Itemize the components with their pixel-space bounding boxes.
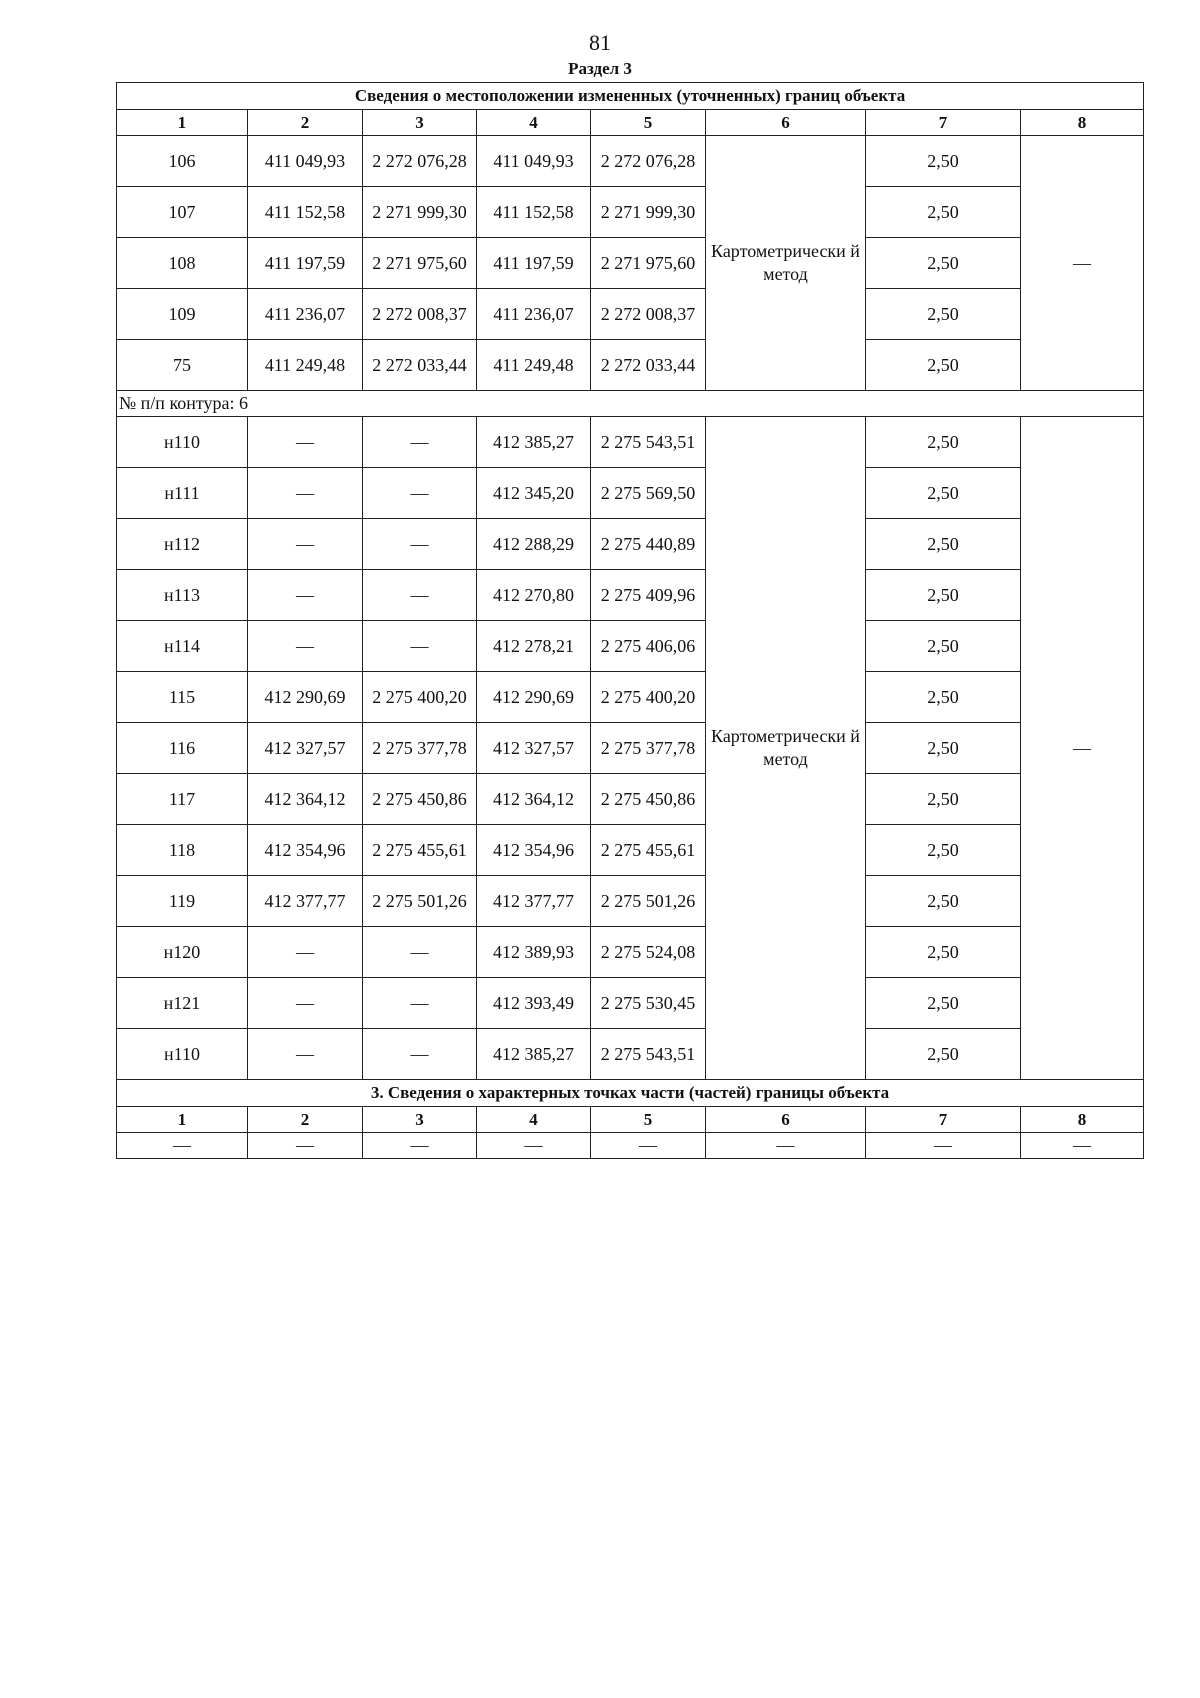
method-cell: Картометрически й метод	[706, 417, 866, 1080]
coord-cell: 2 275 450,86	[363, 774, 477, 825]
coord-cell: 2 275 569,50	[591, 468, 706, 519]
column-number: 5	[591, 1107, 706, 1133]
coord-cell: 411 236,07	[477, 289, 591, 340]
coord-cell: 2 275 455,61	[363, 825, 477, 876]
accuracy-cell: 2,50	[866, 519, 1021, 570]
column-number: 1	[117, 110, 248, 136]
coord-cell: 411 049,93	[248, 136, 363, 187]
accuracy-cell: 2,50	[866, 978, 1021, 1029]
column-number: 2	[248, 110, 363, 136]
point-number-cell: н111	[117, 468, 248, 519]
dash-cell: —	[363, 1133, 477, 1159]
accuracy-cell: 2,50	[866, 289, 1021, 340]
point-number-cell: 117	[117, 774, 248, 825]
point-number-cell: н112	[117, 519, 248, 570]
column-number: 3	[363, 110, 477, 136]
point-number-cell: 75	[117, 340, 248, 391]
column-number-row	[117, 110, 1144, 136]
part-caption-row	[117, 1080, 1144, 1107]
coord-cell: —	[363, 927, 477, 978]
coord-cell: 412 364,12	[248, 774, 363, 825]
table-row	[117, 289, 1144, 340]
coord-cell: 2 275 377,78	[591, 723, 706, 774]
coord-cell: —	[363, 519, 477, 570]
accuracy-cell: 2,50	[866, 417, 1021, 468]
table-row	[117, 621, 1144, 672]
accuracy-cell: 2,50	[866, 621, 1021, 672]
page-number: 81	[589, 30, 611, 55]
column8-cell: —	[1021, 417, 1144, 1080]
accuracy-cell: 2,50	[866, 340, 1021, 391]
coord-cell: 2 271 975,60	[591, 238, 706, 289]
coord-cell: 2 272 008,37	[591, 289, 706, 340]
column-number: 2	[248, 1107, 363, 1133]
accuracy-cell: 2,50	[866, 570, 1021, 621]
coord-cell: 412 288,29	[477, 519, 591, 570]
coord-cell: 412 364,12	[477, 774, 591, 825]
coord-cell: —	[248, 570, 363, 621]
coord-cell: 411 236,07	[248, 289, 363, 340]
accuracy-cell: 2,50	[866, 468, 1021, 519]
table-body	[117, 83, 1144, 1159]
coord-cell: —	[363, 621, 477, 672]
coord-cell: 2 275 543,51	[591, 1029, 706, 1080]
coord-cell: 411 197,59	[477, 238, 591, 289]
table-row	[117, 672, 1144, 723]
coord-cell: 411 152,58	[477, 187, 591, 238]
dash-cell: —	[477, 1133, 591, 1159]
column-number: 5	[591, 110, 706, 136]
column-number: 4	[477, 110, 591, 136]
point-number-cell: н114	[117, 621, 248, 672]
dash-cell: —	[117, 1133, 248, 1159]
coord-cell: 411 197,59	[248, 238, 363, 289]
coord-cell: —	[248, 417, 363, 468]
coord-cell: —	[248, 978, 363, 1029]
coord-cell: 412 377,77	[248, 876, 363, 927]
coord-cell: 2 272 076,28	[363, 136, 477, 187]
accuracy-cell: 2,50	[866, 876, 1021, 927]
coord-cell: 2 271 999,30	[591, 187, 706, 238]
table-caption: Сведения о местоположении измененных (уточненных) границ объекта	[117, 83, 1144, 110]
column-number: 7	[866, 110, 1021, 136]
coord-cell: —	[363, 1029, 477, 1080]
accuracy-cell: 2,50	[866, 672, 1021, 723]
dash-cell: —	[248, 1133, 363, 1159]
contour-label: № п/п контура: 6	[117, 391, 1144, 417]
table-caption-row	[117, 83, 1144, 110]
column-number: 1	[117, 1107, 248, 1133]
coord-cell: 2 275 440,89	[591, 519, 706, 570]
coord-cell: 411 152,58	[248, 187, 363, 238]
column-number: 4	[477, 1107, 591, 1133]
table-row	[117, 774, 1144, 825]
boundary-table	[116, 82, 1144, 1159]
table-row	[117, 1029, 1144, 1080]
point-number-cell: 119	[117, 876, 248, 927]
point-number-cell: н110	[117, 1029, 248, 1080]
accuracy-cell: 2,50	[866, 774, 1021, 825]
coord-cell: —	[363, 978, 477, 1029]
coord-cell: 412 327,57	[248, 723, 363, 774]
point-number-cell: 106	[117, 136, 248, 187]
table-row	[117, 340, 1144, 391]
coord-cell: 2 275 377,78	[363, 723, 477, 774]
point-number-cell: 108	[117, 238, 248, 289]
coord-cell: 2 275 524,08	[591, 927, 706, 978]
section-title: Раздел 3	[568, 59, 632, 78]
coord-cell: —	[248, 927, 363, 978]
coord-cell: 412 389,93	[477, 927, 591, 978]
table-row	[117, 723, 1144, 774]
coord-cell: 412 385,27	[477, 417, 591, 468]
table-row	[117, 136, 1144, 187]
coord-cell: 2 275 450,86	[591, 774, 706, 825]
dash-cell: —	[866, 1133, 1021, 1159]
column-number: 8	[1021, 1107, 1144, 1133]
point-number-cell: 116	[117, 723, 248, 774]
accuracy-cell: 2,50	[866, 136, 1021, 187]
coord-cell: 412 290,69	[248, 672, 363, 723]
point-number-cell: н121	[117, 978, 248, 1029]
coord-cell: 2 275 501,26	[591, 876, 706, 927]
table-row	[117, 417, 1144, 468]
coord-cell: 412 278,21	[477, 621, 591, 672]
coord-cell: 411 049,93	[477, 136, 591, 187]
dash-cell: —	[706, 1133, 866, 1159]
coord-cell: 2 272 008,37	[363, 289, 477, 340]
table-row	[117, 519, 1144, 570]
coord-cell: 412 354,96	[477, 825, 591, 876]
column-number: 6	[706, 1107, 866, 1133]
coord-cell: 412 377,77	[477, 876, 591, 927]
coord-cell: 412 327,57	[477, 723, 591, 774]
coord-cell: 2 275 501,26	[363, 876, 477, 927]
coord-cell: 2 275 543,51	[591, 417, 706, 468]
column-number: 7	[866, 1107, 1021, 1133]
coord-cell: —	[248, 468, 363, 519]
method-cell: Картометрически й метод	[706, 136, 866, 391]
coord-cell: —	[248, 1029, 363, 1080]
coord-cell: 2 275 400,20	[591, 672, 706, 723]
coord-cell: —	[248, 519, 363, 570]
accuracy-cell: 2,50	[866, 1029, 1021, 1080]
accuracy-cell: 2,50	[866, 187, 1021, 238]
table-row	[117, 570, 1144, 621]
accuracy-cell: 2,50	[866, 723, 1021, 774]
coord-cell: 2 275 406,06	[591, 621, 706, 672]
accuracy-cell: 2,50	[866, 927, 1021, 978]
table-row	[117, 876, 1144, 927]
coord-cell: —	[363, 417, 477, 468]
coord-cell: 2 275 455,61	[591, 825, 706, 876]
coord-cell: —	[363, 468, 477, 519]
coord-cell: 2 272 076,28	[591, 136, 706, 187]
part-dash-row	[117, 1133, 1144, 1159]
table-row	[117, 238, 1144, 289]
coord-cell: 2 272 033,44	[591, 340, 706, 391]
point-number-cell: 107	[117, 187, 248, 238]
coord-cell: 412 393,49	[477, 978, 591, 1029]
coord-cell: —	[248, 621, 363, 672]
table-row	[117, 978, 1144, 1029]
point-number-cell: 118	[117, 825, 248, 876]
part-caption: 3. Сведения о характерных точках части (частей) границы объекта	[117, 1080, 1144, 1107]
table-row	[117, 927, 1144, 978]
table-row	[117, 187, 1144, 238]
coord-cell: 412 385,27	[477, 1029, 591, 1080]
coord-cell: 2 271 999,30	[363, 187, 477, 238]
coord-cell: 412 270,80	[477, 570, 591, 621]
coord-cell: 2 275 409,96	[591, 570, 706, 621]
column-number: 3	[363, 1107, 477, 1133]
column-number: 8	[1021, 110, 1144, 136]
part-column-number-row	[117, 1107, 1144, 1133]
point-number-cell: н113	[117, 570, 248, 621]
coord-cell: 412 354,96	[248, 825, 363, 876]
accuracy-cell: 2,50	[866, 825, 1021, 876]
coord-cell: 411 249,48	[477, 340, 591, 391]
dash-cell: —	[591, 1133, 706, 1159]
coord-cell: —	[363, 570, 477, 621]
point-number-cell: н110	[117, 417, 248, 468]
dash-cell: —	[1021, 1133, 1144, 1159]
coord-cell: 2 272 033,44	[363, 340, 477, 391]
table-row	[117, 825, 1144, 876]
coord-cell: 412 345,20	[477, 468, 591, 519]
point-number-cell: н120	[117, 927, 248, 978]
point-number-cell: 109	[117, 289, 248, 340]
column8-cell: —	[1021, 136, 1144, 391]
accuracy-cell: 2,50	[866, 238, 1021, 289]
coord-cell: 2 271 975,60	[363, 238, 477, 289]
point-number-cell: 115	[117, 672, 248, 723]
coord-cell: 2 275 400,20	[363, 672, 477, 723]
table-row	[117, 468, 1144, 519]
coord-cell: 2 275 530,45	[591, 978, 706, 1029]
column-number: 6	[706, 110, 866, 136]
coord-cell: 411 249,48	[248, 340, 363, 391]
contour-row	[117, 391, 1144, 417]
coord-cell: 412 290,69	[477, 672, 591, 723]
